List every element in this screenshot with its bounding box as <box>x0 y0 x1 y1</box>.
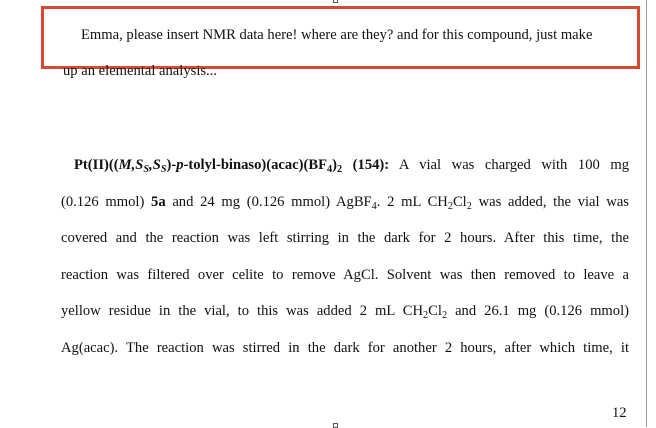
comment-text <box>63 17 635 89</box>
highlighted-comment-box <box>41 6 640 79</box>
paragraph-line-3: covered and the reaction was left stirring in the dark for 2 hours. After this time, the <box>61 230 629 246</box>
procedure-paragraph <box>61 147 629 366</box>
paragraph-line-5: yellow residue in the vial, to this was added 2 mL $CH_2Cl_2$ and 26.1 mg (0.126 mmol) <box>61 303 629 322</box>
comment-line-1: Emma, please insert NMR data here! where are they? and for this compound, just make <box>81 27 593 43</box>
comment-line-2: up an elemental analysis... <box>63 63 217 79</box>
compound-title: $Pt(II)((M,S_S,S_S)-p-tolyl-binaso)(acac)(BF_4)_2$ (154): <box>74 157 390 176</box>
selection-handle-top[interactable] <box>333 0 338 3</box>
selection-handle-bottom[interactable] <box>333 423 338 428</box>
paragraph-line-4: reaction was filtered over celite to remove AgCl. Solvent was then removed to leave a <box>61 266 629 283</box>
page-edge-divider <box>646 0 647 427</box>
paragraph-line-6: Ag(acac). The reaction was stirred in the dark for another 2 hours, after which time, it <box>61 339 629 356</box>
paragraph-line-2: (0.126 mmol) 5a and 24 mg (0.126 mmol) AgBF$_4$. 2 mL $CH_2Cl_2$ was added, the vial was <box>61 193 629 212</box>
compound-ref-5a: 5a <box>151 193 166 210</box>
page-number: 12 <box>612 405 627 421</box>
paragraph-line-1: $Pt(II)((M,S_S,S_S)-p-tolyl-binaso)(acac)(BF_4)_2$ (154): A vial was charged with 100 mg <box>74 157 630 176</box>
